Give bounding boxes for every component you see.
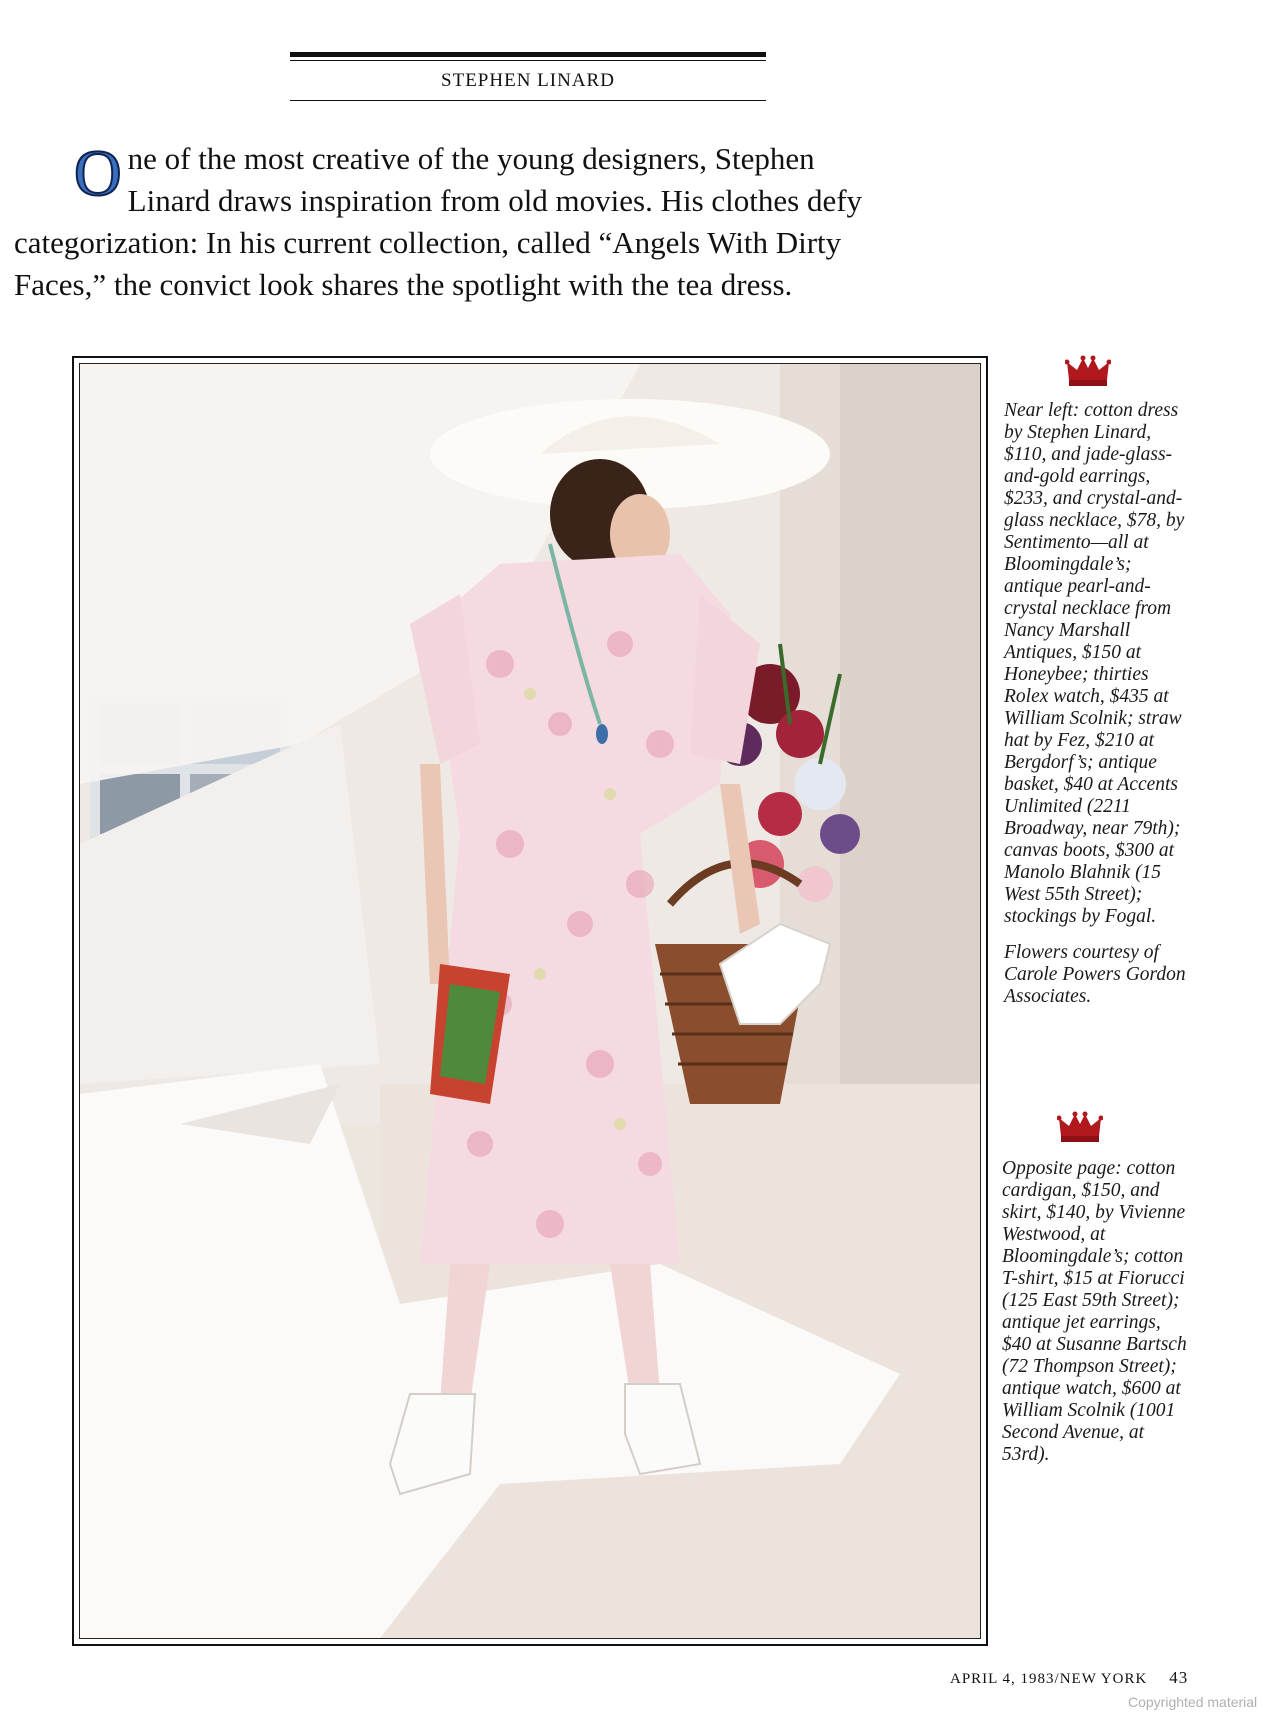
section-label: STEPHEN LINARD: [441, 70, 615, 91]
intro-line: ne of the most creative of the young designers, Stephen: [127, 141, 815, 176]
caption-opposite-page: [1002, 1158, 1187, 1476]
photo-image: [79, 363, 981, 1639]
issue-line: APRIL 4, 1983/NEW YORK: [950, 1671, 1148, 1687]
intro-line: categorization: In his current collection, called “Angels With Dirty: [14, 225, 842, 260]
crown-icon: [1057, 1110, 1103, 1144]
fashion-photo: [72, 356, 988, 1646]
page-footer: [950, 1668, 1188, 1688]
copyright-watermark: Copyrighted material: [1128, 1694, 1258, 1710]
intro-line: Linard draws inspiration from old movies. His clothes defy: [127, 183, 863, 218]
crown-icon: [1065, 354, 1111, 388]
intro-line: Faces,” the convict look shares the spotlight with the tea dress.: [14, 267, 793, 302]
caption-text: Opposite page: cotton cardigan, $150, and skirt, $140, by Vivienne Westwood, at Bloomingdale’s; cotton T-shirt, $15 at Fiorucci (125 East 59th Street); antique jet earrings, $40 at Susanne Bartsch (72 Thompson Street); antique watch, $600 at William Scolnik (1001 Second Avenue, at 53rd).: [1002, 1158, 1187, 1465]
page-number: 43: [1169, 1668, 1189, 1687]
caption-near-left: [1004, 400, 1194, 1018]
caption-text: Near left: cotton dress by Stephen Linard, $110, and jade-glass-and-gold earrings, $233, and crystal-and-glass necklace, $78, by Sentimento—all at Bloomingdale’s; antique pearl-and-crystal necklace from Nancy Marshall Antiques, $150 at Honeybee; thirties Rolex watch, $435 at William Scolnik; straw hat by Fez, $210 at Bergdorf’s; antique basket, $40 at Accents Unlimited (2211 Broadway, near 79th); canvas boots, $300 at Manolo Blahnik (15 West 55th Street); stockings by Fogal.: [1004, 400, 1185, 927]
photo-illustration: [80, 364, 980, 1638]
header-rule-bottom: [290, 100, 766, 101]
intro-paragraph: [14, 137, 1014, 306]
header-rule-thick: [290, 52, 766, 57]
flowers-credit: Flowers courtesy of Carole Powers Gordon Associates.: [1004, 942, 1186, 1007]
header-rule-thin: [290, 60, 766, 61]
drop-cap: O: [74, 137, 122, 210]
